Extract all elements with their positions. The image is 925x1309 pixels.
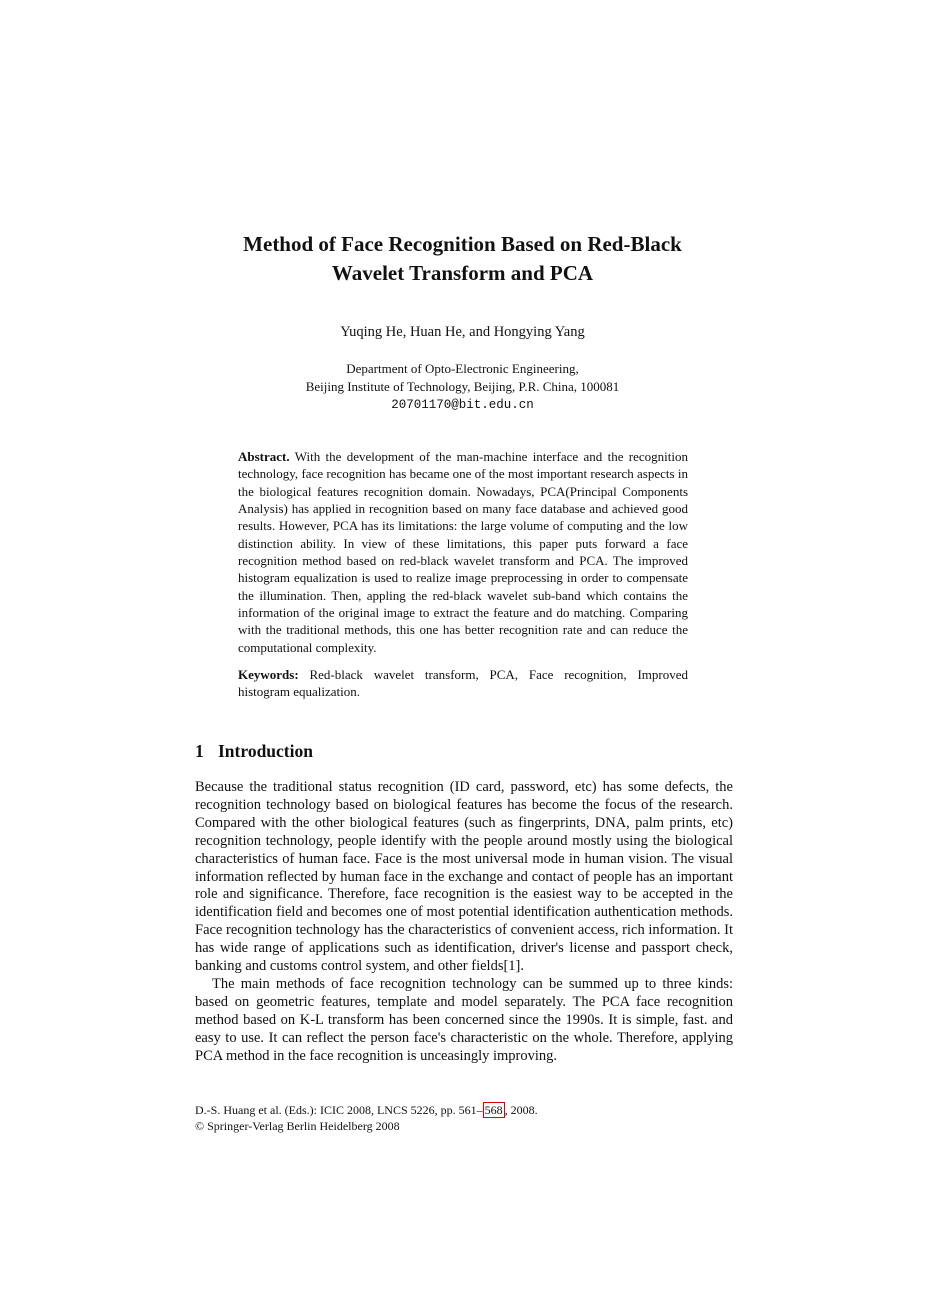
paragraph-1: Because the traditional status recognition (ID card, password, etc) has some defects, the recognition technology based on biological features has become the focus of the research. Compared with the other biological features (such as fingerprints, DNA, palm prints, etc) recognition technology, people identify with the people around mostly using the biological characteristics of human face. Face is the most universal mode in human vision. The visual information reflected by human face in the exchange and contact of people has an important role and significance. Therefore, face recognition is the easiest way to be accepted in the identification field and becomes one of most potential identification authentication methods. Face recognition technology has the characteristics of convenient access, rich information. It has wide range of applications such as identification, driver's license and passport check, banking and customs control system, and other fields[1].: [195, 779, 733, 975]
abstract-body: [238, 448, 688, 656]
affiliation-department: Department of Opto-Electronic Engineering,: [346, 361, 579, 376]
author-list: Yuqing He, Huan He, and Hongying Yang: [340, 324, 585, 340]
affiliation: [150, 360, 775, 414]
copyright-line: © Springer-Verlag Berlin Heidelberg 2008: [195, 1119, 400, 1133]
affiliation-institute: Beijing Institute of Technology, Beijing, P.R. China, 100081: [305, 379, 620, 394]
abstract-label: Abstract.: [238, 449, 290, 464]
author-email[interactable]: 20701170@bit.edu.cn: [391, 398, 534, 412]
keywords: [238, 666, 688, 701]
title-line-1: Method of Face Recognition Based on Red-Black: [243, 232, 682, 256]
title-line-2: Wavelet Transform and PCA: [331, 261, 594, 285]
abstract: [238, 448, 688, 701]
section-number: 1: [195, 741, 204, 761]
section-title: Introduction: [218, 741, 313, 761]
citation-line: [195, 1102, 735, 1118]
page-footer: [195, 1102, 735, 1134]
paragraph-2: The main methods of face recognition technology can be summed up to three kinds: based on geometric features, template and model separately. The PCA face recognition method based on K-L transform has been concerned since the 1990s. It is simple, fast. and easy to use. It can reflect the person face's characteristic on the whole. Therefore, applying PCA method in the face recognition is unceasingly improving.: [195, 975, 733, 1064]
citation-prefix: D.-S. Huang et al. (Eds.): ICIC 2008, LNCS 5226, pp. 561–: [195, 1103, 483, 1117]
citation-end-page-link[interactable]: 568: [484, 1103, 503, 1117]
abstract-text: With the development of the man-machine interface and the recognition technology, face recognition has became one of the most important research aspects in the biological features recognition domain. Nowadays, PCA(Principal Components Analysis) has applied in recognition based on many face database and achieved good results. However, PCA has its limitations: the large volume of computing and the low distinction ability. In view of these limitations, this paper puts forward a face recognition method based on red-black wavelet transform and PCA. The improved histogram equalization is used to realize image preprocessing in order to compensate the illumination. Then, appling the red-black wavelet sub-band which contains the information of the original image to extract the feature and do matching. Comparing with the traditional methods, this one has better recognition rate and can reduce the computational complexity.: [238, 449, 689, 655]
section-body: [195, 779, 733, 1066]
section-heading: [195, 739, 735, 763]
paper-title: [150, 230, 775, 288]
keywords-text: Red-black wavelet transform, PCA, Face recognition, Improved histogram equalization.: [238, 667, 688, 700]
citation-suffix: , 2008.: [504, 1103, 538, 1117]
keywords-label: Keywords:: [238, 667, 299, 683]
